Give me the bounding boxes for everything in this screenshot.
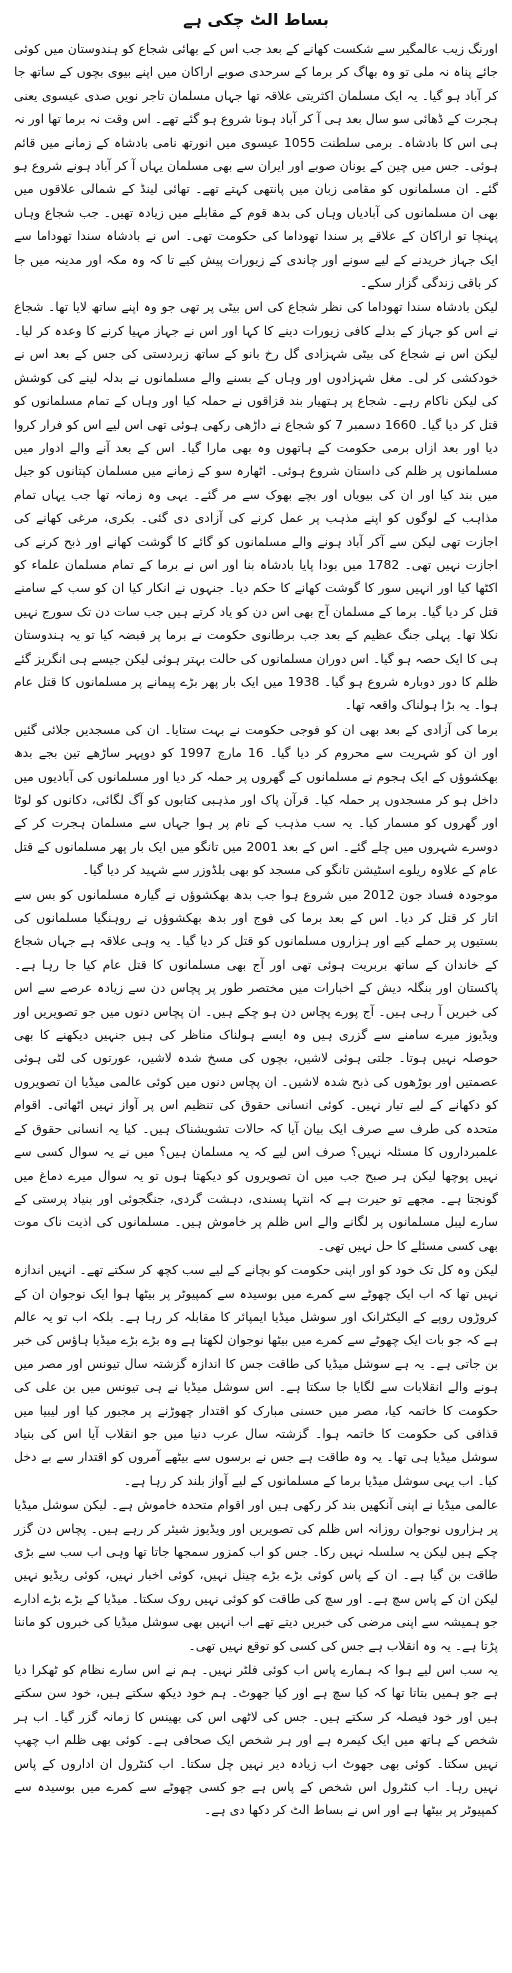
article-paragraph: لیکن وہ کل تک خود کو اور اپنی حکومت کو بچانے کے لیے سب کچھ کر سکتے تھے۔ انہیں اندازہ نہیں تھا کہ اب ایک چھوٹے سے کمرے میں بوسیدہ سے کمپیوٹر پر بیٹھا ہوا ایک نوجوان ان کے کروڑوں روپے کے الیکٹرانک اور سوشل میڈیا ایمپائر کا مقابلہ کر رہا ہے۔ بلکہ اب تو یہ عالم ہے کہ جو بات ایک چھوٹے سے کمرے میں بیٹھا نوجوان لکھتا ہے وہ بڑے بڑے میڈیا ہاؤس کی خبر بن جاتی ہے۔ یہ ہے سوشل میڈیا کی طاقت جس کا اندازہ گزشتہ سال تیونس اور مصر میں ہونے والے انقلابات سے لگایا جا سکتا ہے۔ اس سوشل میڈیا نے ہی تیونس میں بن علی کی حکومت کا خاتمہ کیا، مصر میں حسنی مبارک کو اقتدار چھوڑنے پر مجبور کیا اور لیبیا میں قذافی کی حکومت کا خاتمہ ہوا۔ گزشتہ سال عرب دنیا میں جو انقلاب آیا اس کی بنیاد سوشل میڈیا ہی تھا۔ یہ وہ طاقت ہے جس نے برسوں سے بیٹھے آمروں کو اقتدار سے بے دخل کیا۔ اب یہی سوشل میڈیا برما کے مسلمانوں کے لیے آواز بلند کر رہا ہے۔ bbox=[14, 1262, 498, 1488]
article-paragraph: اورنگ زیب عالمگیر سے شکست کھانے کے بعد جب اس کے بھائی شجاع کو ہندوستان میں کوئی جائے پناہ نہ ملی تو وہ بھاگ کر برما کے سرحدی صوبے اراکان میں اپنے بیوی بچوں کے ساتھ جا کر آباد ہو گیا۔ یہ ایک مسلمان اکثریتی علاقہ تھا جہاں مسلمان تاجر نویں صدی عیسوی یعنی ہجرت کے ڈھائی سو سال بعد ہی آ کر آباد ہونا شروع ہو گئے تھے۔ اس وقت نہ برما تھا اور نہ ہی اس کا بادشاہ۔ برمی سلطنت 1055 عیسوی میں انورتھ نامی بادشاہ کے زمانے میں قائم ہوئی۔ جس میں چین کے یونان صوبے اور ایران سے بھی مسلمان یہاں آ کر آباد ہونے شروع ہو گئے۔ ان مسلمانوں کو مقامی زبان میں پانتھی کہتے تھے۔ تھائی لینڈ کے شمالی علاقوں میں بھی ان مسلمانوں کی آبادیاں وہاں کی بدھ قوم کے مقابلے میں زیادہ تھیں۔ جب شجاع وہاں پہنچا تو اراکان کے علاقے پر سندا تھوداما کی حکومت تھی۔ اس نے بادشاہ سندا تھوداما سے ایک جہاز خریدنے کے لیے سونے اور چاندی کے زیورات پیش کیے تا کہ وہ مکہ اور مدینہ میں جا کر باقی زندگی گزار سکے۔ bbox=[14, 41, 499, 291]
article-paragraph: عالمی میڈیا نے اپنی آنکھیں بند کر رکھی ہیں اور اقوام متحدہ خاموش ہے۔ لیکن سوشل میڈیا پر ہزاروں نوجوان روزانہ اس ظلم کی تصویریں اور ویڈیوز شیئر کر رہے ہیں۔ پچاس دن گزر چکے ہیں لیکن یہ سلسلہ نہیں رکا۔ جس کو اب کمزور سمجھا جاتا تھا وہی اب سب سے بڑی طاقت بن گیا ہے۔ ان کے پاس کوئی بڑے بڑے چینل نہیں، کوئی اخبار نہیں، کوئی ریڈیو نہیں لیکن ان کے پاس سچ ہے۔ اور سچ کی طاقت کو کوئی نہیں روک سکتا۔ میڈیا کے بڑے بڑے ادارے جو ہمیشہ سے اپنی مرضی کی خبریں دیتے تھے اب انہیں بھی سوشل میڈیا کی خبروں کو ماننا پڑتا ہے۔ یہ وہ انقلاب ہے جس کی کسی کو توقع نہیں تھی۔ bbox=[14, 1497, 498, 1653]
article-paragraph: لیکن بادشاہ سندا تھوداما کی نظر شجاع کی اس بیٹی پر تھی جو وہ اپنے ساتھ لایا تھا۔ شجاع نے اس کو جہاز کے بدلے کافی زیورات دینے کا کہا اور اس نے جہاز مہیا کرنے کا وعدہ کر لیا۔ لیکن اس نے شجاع کی بیٹی شہزادی گل رخ بانو کے ساتھ زبردستی کی جس کے بعد اس نے خودکشی کر لی۔ مغل شہزادوں اور وہاں کے بسنے والے مسلمانوں نے بدلہ لینے کی کوشش کی لیکن ناکام رہے۔ شجاع پر ہتھیار بند قزاقوں نے حملہ کیا اور وہاں کے تمام مسلمانوں کو قتل کر دیا گیا۔ 1660 دسمبر 7 کو شجاع نے داڑھی رکھی ہوئی تھی اس لیے اس کو فرار کروا دیا اور بعد ازاں برمی حکومت کے ہاتھوں وہ بھی مارا گیا۔ اس کے بعد آنے والے ادوار میں مسلمانوں پر ظلم کی داستان شروع ہوئی۔ اٹھارہ سو کے زمانے میں مسلمان کپتانوں کو جیل میں بند کیا اور ان کی بیویاں اور بچے بھوک سے مر گئے۔ یہی وہ زمانہ تھا جب یہاں تمام مذاہب کے لوگوں کو اپنے مذہب پر عمل کرنے کی آزادی دی گئی۔ بکری، مرغی کھانے کی اجازت تھی لیکن سے آکر آباد ہونے والے مسلمانوں کو گائے کا گوشت کھانے اور ذبح کرنے کی اجازت نہیں تھی۔ 1782 میں بودا پایا بادشاہ بنا اور اس نے برما کے تمام مسلمان علماء کو اکٹھا کیا اور انہیں سور کا گوشت کھانے کا حکم دیا۔ جنہوں نے انکار کیا ان کو سب کے سامنے قتل کر دیا گیا۔ برما کے مسلمان آج بھی اس دن کو یاد کرتے ہیں جب سات دن تک سورج نہیں نکلا تھا۔ پہلی جنگ عظیم کے بعد جب برطانوی حکومت نے برما پر قبضہ کیا تو یہ ہندوستان ہی کا ایک حصہ ہو گیا۔ اس دوران مسلمانوں کی حالت بہتر ہوئی لیکن جیسے ہی انگریز گئے ظلم کا دور دوبارہ شروع ہو گیا۔ 1938 میں ایک بار پھر بڑے پیمانے پر مسلمانوں کا قتل عام ہوا۔ یہ بڑا ہولناک واقعہ تھا۔ bbox=[14, 299, 498, 713]
article-paragraph: موجودہ فساد جون 2012 میں شروع ہوا جب بدھ بھکشوؤں نے گیارہ مسلمانوں کو بس سے اتار کر قتل کر دیا۔ اس کے بعد برما کی فوج اور بدھ بھکشوؤں نے روہنگیا مسلمانوں کی بستیوں پر حملے کیے اور ہزاروں مسلمانوں کو قتل کر دیا گیا۔ یہ وہی علاقہ ہے جہاں شجاع کے خاندان کے ساتھ بربریت ہوئی تھی اور آج بھی مسلمانوں کا قتل عام کیا جا رہا ہے۔ پاکستان اور بنگلہ دیش کے اخبارات میں مختصر طور پر پچاس دن سے زیادہ عرصے سے اس کی خبریں آ رہی ہیں۔ آج پورے پچاس دن ہو چکے ہیں۔ ان پچاس دنوں میں جو تصویریں اور ویڈیوز میرے سامنے سے گزری ہیں وہ ایسے ہولناک مناظر کی ہیں جنہیں دیکھنے کا بھی حوصلہ نہیں ہوتا۔ جلتی ہوئی لاشیں، بچوں کی مسخ شدہ لاشیں، عورتوں کی لٹی ہوئی عصمتیں اور بوڑھوں کی ذبح شدہ لاشیں۔ ان پچاس دنوں میں کوئی عالمی میڈیا ان تصویروں کو دکھانے کے لیے تیار نہیں۔ کوئی انسانی حقوق کی تنظیم اس پر آواز نہیں اٹھاتی۔ اقوام متحدہ کی طرف سے صرف ایک بیان آیا کہ حالات تشویشناک ہیں۔ کیا یہ انسانی حقوق کے علمبرداروں کا مسئلہ نہیں؟ صرف اس لیے کہ یہ مسلمان ہیں؟ میں نے یہ سوال کسی سے نہیں پوچھا لیکن ہر صبح جب میں ان تصویروں کو دیکھتا ہوں تو یہ سوال میرے دماغ میں گونجتا ہے۔ مجھے تو حیرت ہے کہ انتہا پسندی، دہشت گردی، جنگجوئی اور بنیاد پرستی کے سارے لیبل مسلمانوں پر لگانے والے اس ظلم پر خاموش ہیں۔ مسلمانوں کی اذیت ناک موت بھی کسی مسئلے کا حل نہیں تھی۔ bbox=[14, 886, 498, 1253]
article-paragraph: برما کی آزادی کے بعد بھی ان کو فوجی حکومت نے بہت ستایا۔ ان کی مسجدیں جلائی گئیں اور ان کو شہریت سے محروم کر دیا گیا۔ 16 مارچ 1997 کو دوپہر ساڑھے تین بجے بدھ بھکشوؤں کے ایک ہجوم نے مسلمانوں کے گھروں پر حملہ کر دیا اور مسلمانوں کی آبادیوں میں داخل ہو کر مسجدوں پر حملہ کیا۔ قرآن پاک اور مذہبی کتابوں کو آگ لگائی، دکانوں کو لوٹا اور گھروں کو مسمار کیا۔ یہ سب مذہب کے نام پر ہوا جہاں سے مسلمان ہجرت کر کے دوسرے شہروں میں چلے گئے۔ اس کے بعد 2001 میں تانگو میں ایک بار پھر مسلمانوں کے قتل عام کے علاوہ ریلوے اسٹیشن تانگو کی مسجد کو بھی بلڈوزر سے شہید کر دیا گیا۔ bbox=[14, 721, 498, 878]
article-title: بساط الٹ چکی ہے bbox=[183, 10, 329, 29]
article-body bbox=[14, 37, 498, 1822]
article-paragraph: یہ سب اس لیے ہوا کہ ہمارے پاس اب کوئی فلٹر نہیں۔ ہم نے اس سارے نظام کو ٹھکرا دیا ہے جو ہمیں بتاتا تھا کہ کیا سچ ہے اور کیا جھوٹ۔ ہم خود دیکھ سکتے ہیں، خود سن سکتے ہیں اور خود فیصلہ کر سکتے ہیں۔ جس کی لاٹھی اس کی بھینس کا زمانہ گزر گیا۔ اب ہر شخص کے ہاتھ میں ایک کیمرہ ہے اور ہر شخص ایک صحافی ہے۔ کوئی بھی ظلم اب چھپ نہیں سکتا۔ کوئی بھی جھوٹ اب زیادہ دیر نہیں چل سکتا۔ اب کنٹرول ان اداروں کے پاس نہیں رہا۔ اب کنٹرول اس شخص کے پاس ہے جو کسی چھوٹے سے کمرے میں بوسیدہ سے کمپیوٹر پر بیٹھا ہے اور اس نے بساط الٹ کر دکھا دی ہے۔ bbox=[14, 1662, 498, 1818]
